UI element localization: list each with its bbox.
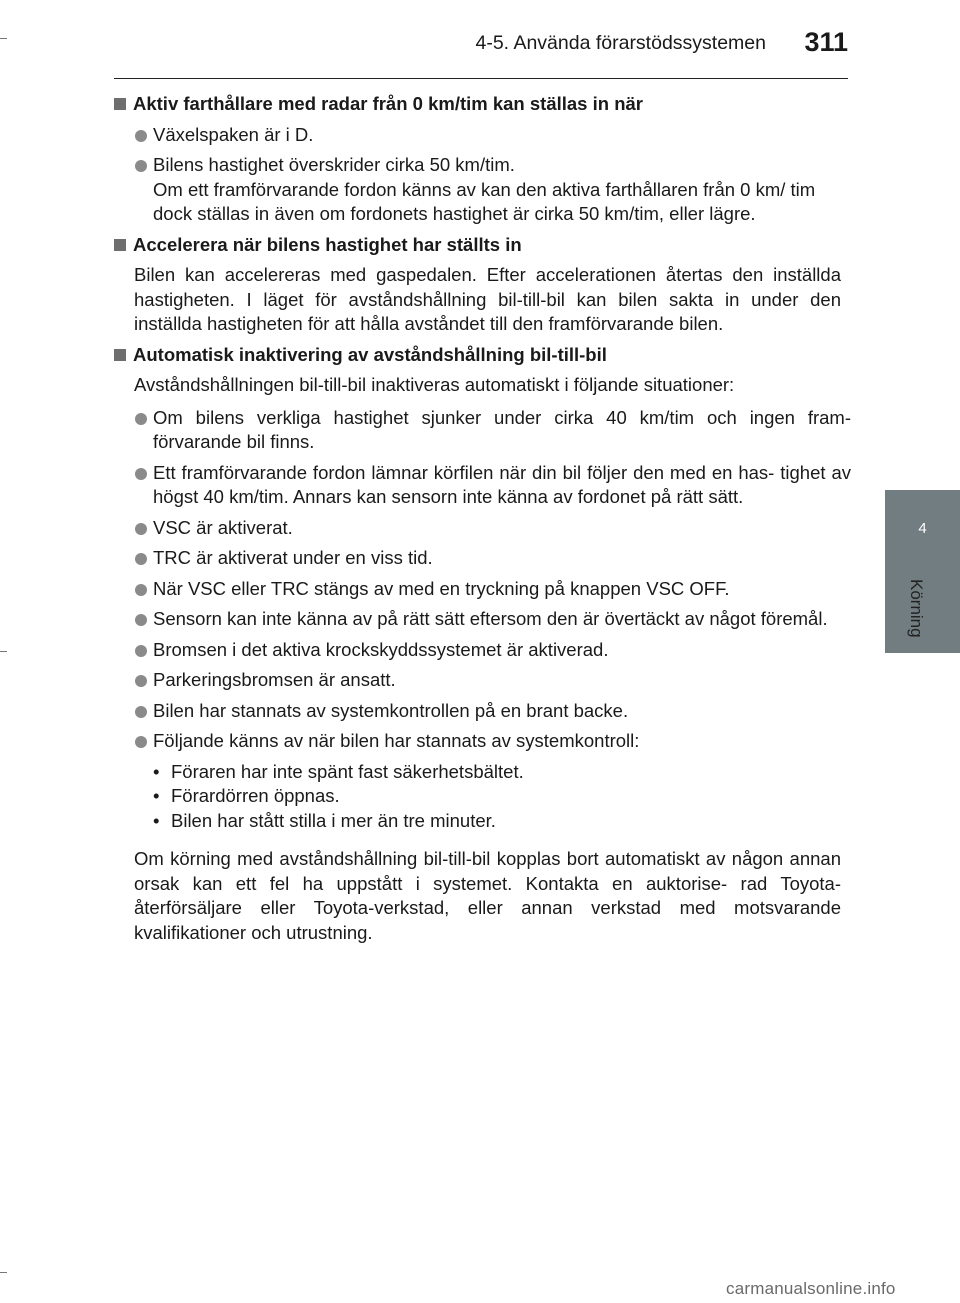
heading-text: Automatisk inaktivering av avståndshållning bil-till-bil — [133, 343, 607, 365]
dot-marker-icon: • — [153, 809, 160, 831]
square-bullet-icon — [114, 349, 126, 361]
chapter-name: Körning — [907, 579, 926, 638]
list-item — [113, 577, 851, 602]
circle-bullet-icon — [135, 675, 147, 687]
circle-bullet-icon — [135, 614, 147, 626]
crop-mark — [0, 651, 7, 652]
list-item-text: Ett framförvarande fordon lämnar körfilen när din bil följer den med en has- tighet av högst 40 km/tim. Annars kan sensorn inte känna av fordonet på rätt sätt. — [153, 461, 851, 507]
list-item — [113, 638, 851, 663]
sub-list-item-text: Föraren har inte spänt fast säkerhetsbältet. — [171, 760, 524, 782]
circle-bullet-icon — [135, 584, 147, 596]
square-bullet-icon — [114, 98, 126, 110]
list-item — [113, 153, 851, 227]
list-item-text: Parkeringsbromsen är ansatt. — [153, 669, 396, 690]
circle-bullet-icon — [135, 645, 147, 657]
sub-list-item — [153, 760, 851, 785]
list-item-text: TRC är aktiverat under en viss tid. — [153, 547, 433, 568]
dot-marker-icon: • — [153, 785, 160, 806]
sub-list-item-text: Förardörren öppnas. — [171, 785, 340, 806]
list-item — [113, 406, 851, 455]
page-content — [113, 92, 851, 951]
list-item — [113, 607, 851, 632]
list-item-text: Växelspaken är i D. — [153, 123, 314, 145]
list-item-text: Bilens hastighet överskrider cirka 50 km/tim. Om ett framförvarande fordon känns av kan den aktiva farthållaren från 0 km/ tim dock ställas in även om fordonets hastighet är cirka 50 km/tim, eller lägre. — [153, 154, 816, 224]
circle-bullet-icon — [135, 413, 147, 425]
paragraph: Bilen kan accelereras med gaspedalen. Efter accelerationen återtas den inställda hastigheten. I läget för avståndshållning bil-till-bil kan bilen sakta in under den inställda hastigheten för att hålla avståndet till den framförvarande bilen. — [134, 264, 841, 334]
circle-bullet-icon — [135, 130, 147, 142]
section-title: 4-5. Använda förarstödssystemen — [475, 32, 766, 54]
crop-mark — [0, 1272, 7, 1273]
heading-text: Aktiv farthållare med radar från 0 km/tim kan ställas in när — [133, 93, 643, 114]
paragraph: Avståndshållningen bil-till-bil inaktiveras automatiskt i följande situationer: — [134, 374, 735, 395]
list-item — [113, 516, 851, 541]
list-item-text: När VSC eller TRC stängs av med en tryckning på knappen VSC OFF. — [153, 577, 730, 599]
section-heading — [113, 233, 851, 258]
circle-bullet-icon — [135, 468, 147, 480]
section-heading — [113, 92, 851, 117]
list-item — [113, 729, 851, 754]
page-header — [114, 18, 848, 79]
list-item — [113, 668, 851, 693]
section-heading — [113, 343, 851, 368]
page-number: 311 — [804, 27, 848, 57]
circle-bullet-icon — [135, 523, 147, 535]
dot-marker-icon: • — [153, 760, 160, 782]
sub-list-item-text: Bilen har stått stilla i mer än tre minuter. — [171, 809, 496, 831]
square-bullet-icon — [114, 239, 126, 251]
sub-list-item — [153, 784, 851, 809]
list-item — [113, 546, 851, 571]
list-item-text: Bilen har stannats av systemkontrollen på en brant backe. — [153, 699, 629, 721]
crop-mark — [0, 38, 7, 39]
list-item-text: Om bilens verkliga hastighet sjunker under cirka 40 km/tim och ingen fram- förvarande bil finns. — [153, 406, 851, 452]
closing-paragraph: Om körning med avståndshållning bil-till-bil kopplas bort automatiskt av någon annan orsak kan ett fel ha uppstått i systemet. Kontakta en auktorise- rad Toyota-återförsäljare eller Toyota-verkstad, eller annan verkstad med motsvarande kvalifikationer och utrustning. — [134, 848, 841, 943]
list-item — [113, 461, 851, 510]
circle-bullet-icon — [135, 160, 147, 172]
list-item-text: Sensorn kan inte känna av på rätt sätt eftersom den är övertäckt av något föremål. — [153, 608, 828, 629]
list-item-text: VSC är aktiverat. — [153, 516, 293, 538]
list-item — [113, 123, 851, 148]
heading-text: Accelerera när bilens hastighet har ställts in — [133, 233, 522, 255]
sub-list-item — [153, 809, 851, 834]
circle-bullet-icon — [135, 706, 147, 718]
watermark: carmanualsonline.info — [726, 1279, 896, 1298]
sub-list — [113, 760, 851, 834]
circle-bullet-icon — [135, 553, 147, 565]
list-item — [113, 699, 851, 724]
list-item-text: Bromsen i det aktiva krockskyddssystemet är aktiverad. — [153, 638, 609, 660]
chapter-number: 4 — [918, 520, 927, 537]
list-item-text: Följande känns av när bilen har stannats av systemkontroll: — [153, 730, 640, 751]
circle-bullet-icon — [135, 736, 147, 748]
